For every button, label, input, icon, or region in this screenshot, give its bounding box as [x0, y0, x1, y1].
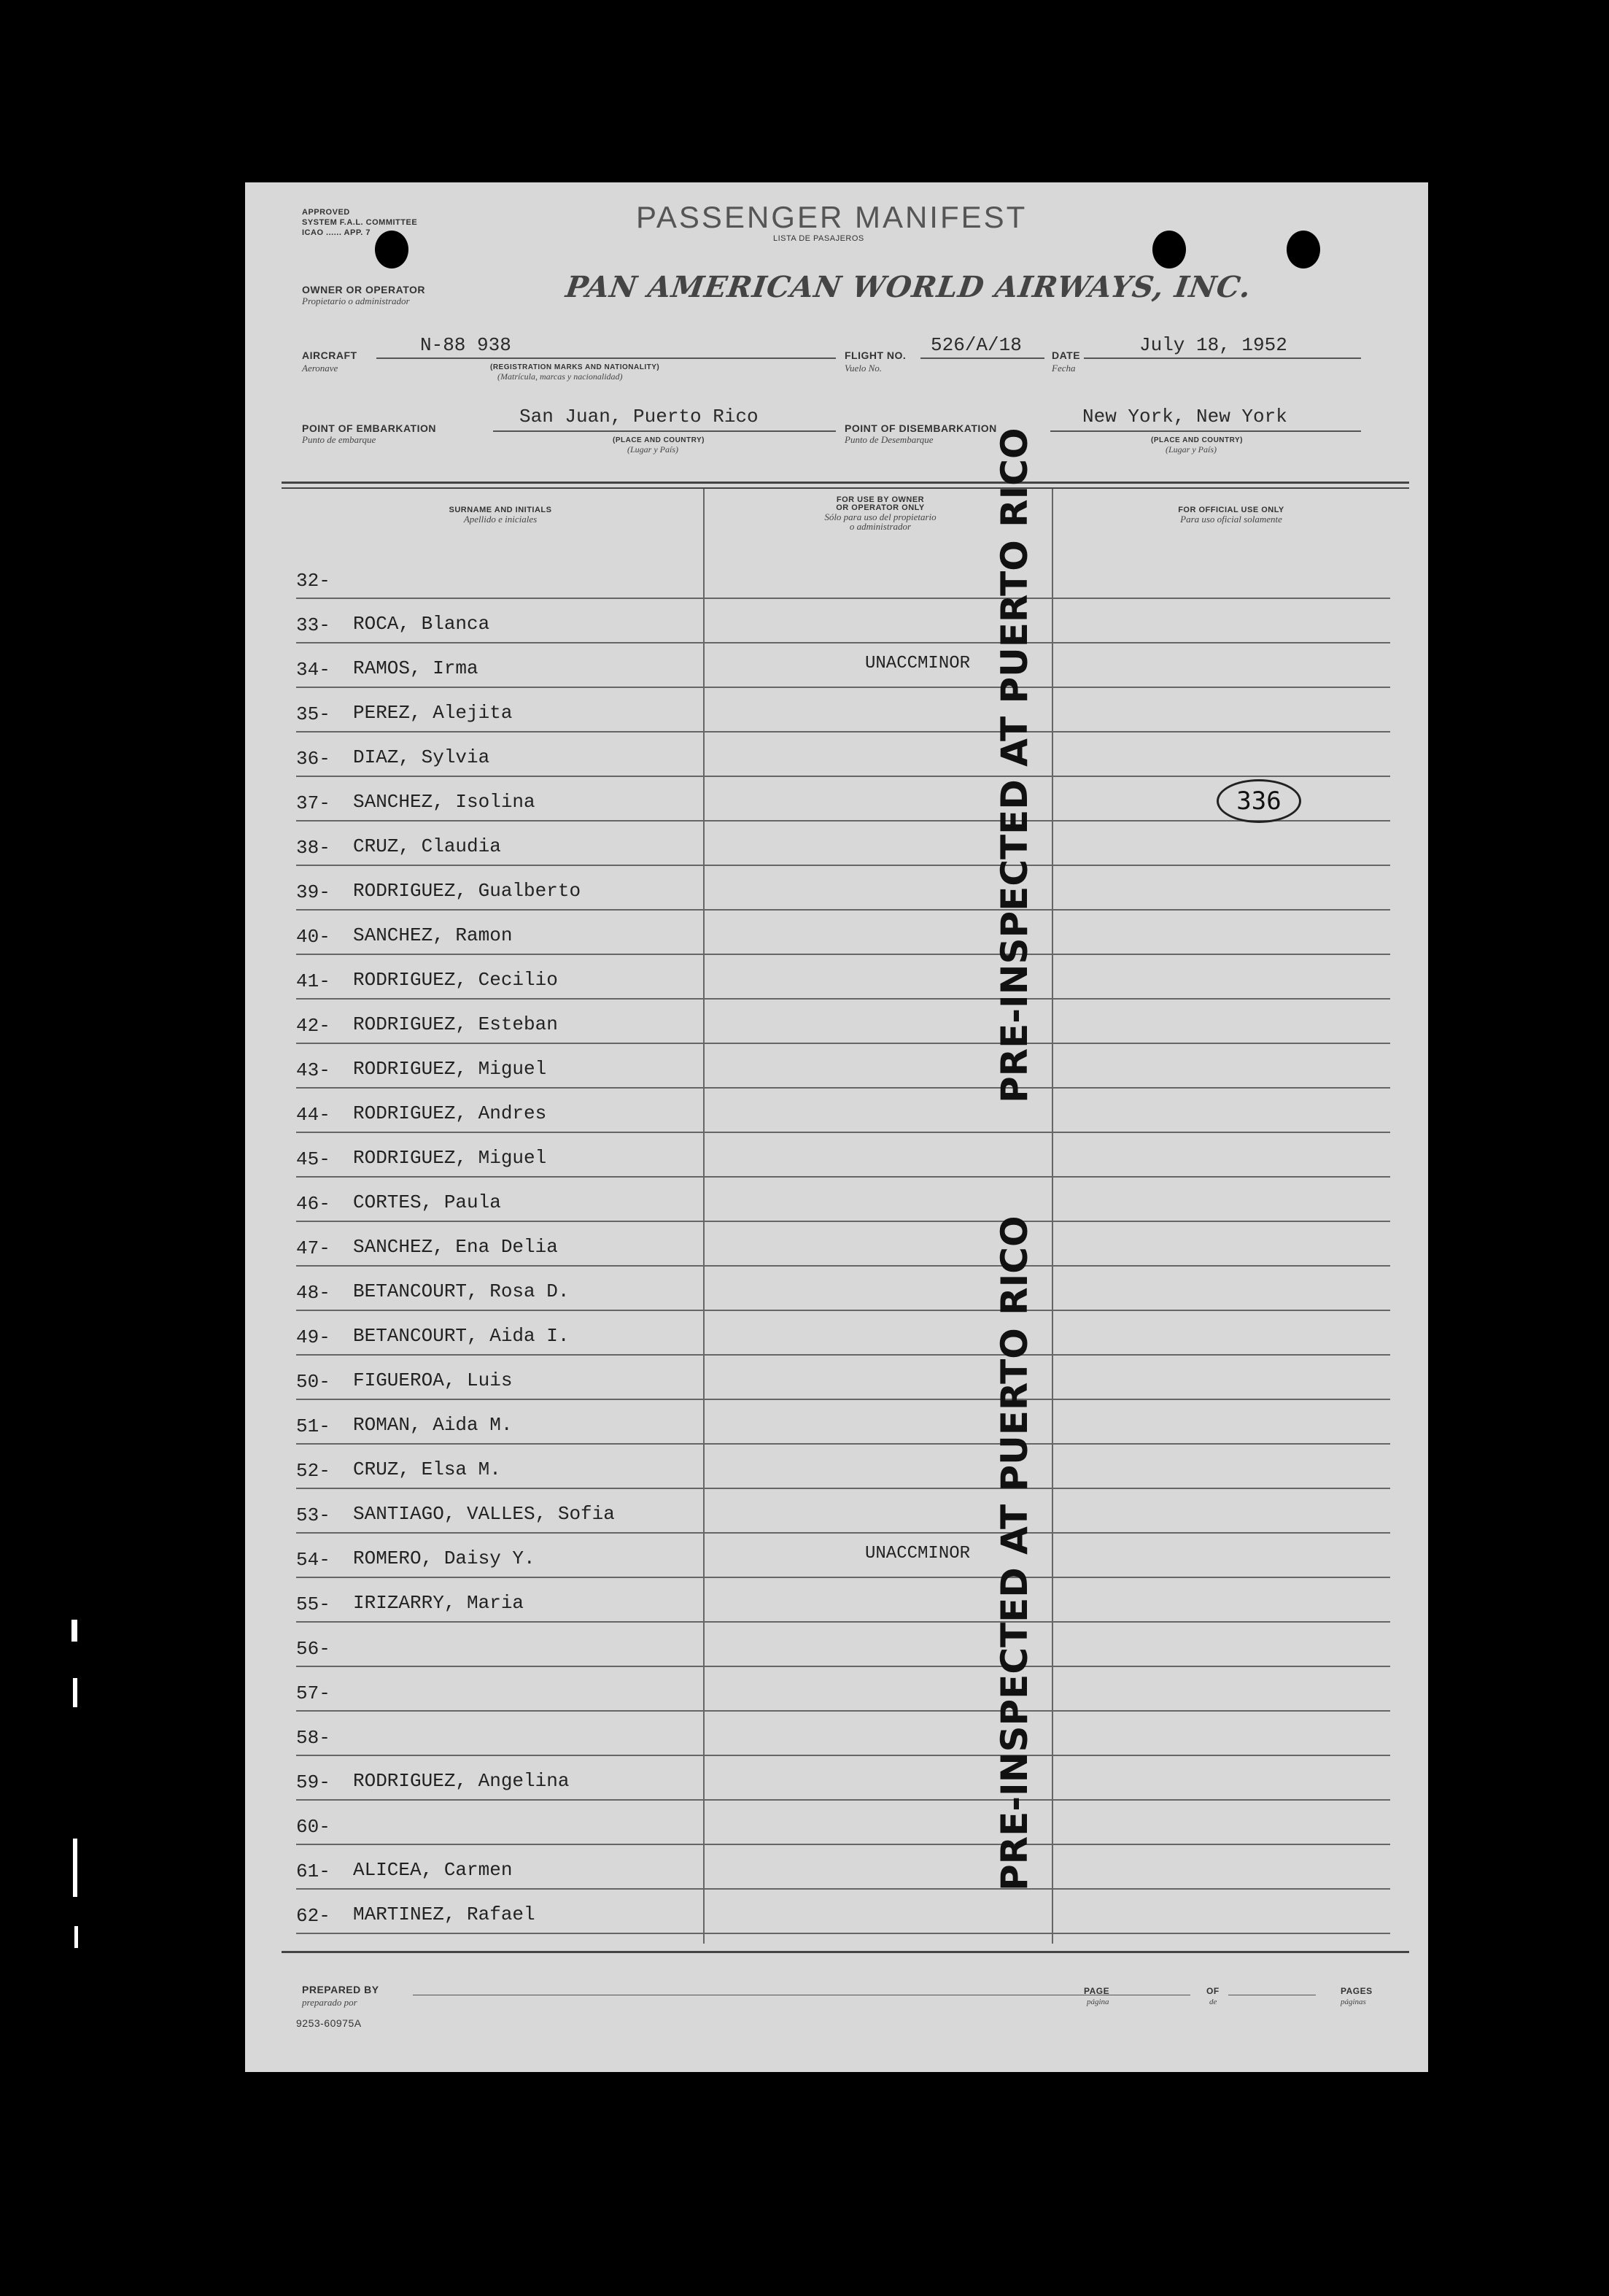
punch-hole	[375, 231, 408, 268]
row-number: 60-	[296, 1816, 330, 1838]
date-value: July 18, 1952	[1139, 334, 1287, 356]
of-label-es: de	[1209, 1998, 1217, 2006]
row-number: 51-	[296, 1415, 330, 1437]
column-header-official-es: Para uso oficial solamente	[1180, 514, 1282, 525]
row-number: 52-	[296, 1460, 330, 1482]
table-row	[296, 1400, 1390, 1445]
date-label-es: Fecha	[1052, 363, 1076, 374]
table-row	[296, 1356, 1390, 1400]
row-number: 62-	[296, 1905, 330, 1927]
disembark-label: POINT OF DISEMBARKATION	[845, 422, 997, 434]
disembark-sub-es: (Lugar y País)	[1166, 444, 1217, 455]
table-row	[296, 1667, 1390, 1712]
pre-inspected-stamp: PRE-INSPECTED AT PUERTO RICO	[993, 1215, 1036, 1891]
owner-label: OWNER OR OPERATOR	[302, 284, 425, 295]
date-line	[1084, 357, 1361, 359]
row-number: 36-	[296, 748, 330, 770]
aircraft-value: N-88 938	[420, 334, 511, 356]
aircraft-label-es: Aeronave	[302, 363, 338, 374]
table-row	[296, 1178, 1390, 1222]
disembark-line	[1050, 430, 1361, 432]
passenger-name: ALICEA, Carmen	[353, 1859, 513, 1881]
row-number: 34-	[296, 659, 330, 681]
row-number: 55-	[296, 1593, 330, 1615]
passenger-name: SANCHEZ, Ramon	[353, 924, 513, 946]
table-row	[296, 1801, 1390, 1845]
table-row	[296, 1489, 1390, 1534]
row-number: 41-	[296, 970, 330, 992]
passenger-name: ROMAN, Aida M.	[353, 1414, 513, 1436]
column-header-surname	[303, 506, 697, 524]
table-row	[296, 1133, 1390, 1178]
table-row	[296, 688, 1390, 733]
disembark-value: New York, New York	[1082, 406, 1287, 428]
passenger-name: MARTINEZ, Rafael	[353, 1903, 535, 1925]
table-row	[296, 1623, 1390, 1667]
passenger-name: RODRIGUEZ, Gualberto	[353, 880, 581, 902]
approved-label: APPROVED	[302, 208, 350, 217]
row-number: 35-	[296, 703, 330, 725]
row-number: 42-	[296, 1015, 330, 1037]
table-row	[296, 955, 1390, 1000]
page-title-es: LISTA DE PASAJEROS	[773, 234, 864, 243]
column-header-owner-es-1: Sólo para uso del propietario	[824, 511, 937, 522]
table-row	[296, 643, 1390, 688]
film-edge-mark	[74, 1926, 78, 1948]
film-edge-mark	[73, 1839, 77, 1897]
owner-label-es: Propietario o administrador	[302, 295, 410, 306]
punch-hole	[1287, 231, 1320, 268]
passenger-name: CRUZ, Claudia	[353, 835, 501, 857]
table-row	[296, 554, 1390, 599]
flight-label: FLIGHT NO.	[845, 349, 907, 361]
prepared-by-label: PREPARED BY	[302, 1984, 379, 1995]
film-edge-mark	[71, 1620, 77, 1642]
table-row	[296, 1578, 1390, 1623]
table-top-rule	[282, 482, 1409, 484]
owner-note: UNACCMINOR	[865, 1544, 971, 1563]
aircraft-line	[376, 357, 836, 359]
date-label: DATE	[1052, 349, 1081, 361]
row-number: 56-	[296, 1638, 330, 1660]
passenger-name: BETANCOURT, Rosa D.	[353, 1280, 570, 1302]
pages-label: PAGES	[1341, 1986, 1373, 1996]
passenger-name: SANTIAGO, VALLES, Sofia	[353, 1503, 615, 1525]
embark-line	[493, 430, 836, 432]
row-number: 53-	[296, 1504, 330, 1526]
row-rule	[296, 1933, 1390, 1934]
flight-value: 526/A/18	[931, 334, 1022, 356]
passenger-name: CRUZ, Elsa M.	[353, 1458, 501, 1480]
row-number: 58-	[296, 1727, 330, 1749]
row-number: 40-	[296, 926, 330, 948]
table-row	[296, 1890, 1390, 1934]
row-number: 48-	[296, 1282, 330, 1304]
form-number: 9253-60975A	[296, 2017, 362, 2029]
manifest-sheet	[245, 182, 1428, 2072]
row-number: 54-	[296, 1549, 330, 1571]
pages-label-es: páginas	[1341, 1998, 1366, 2006]
table-top-rule-2	[282, 487, 1409, 489]
passenger-name: RODRIGUEZ, Cecilio	[353, 969, 558, 991]
table-row	[296, 1845, 1390, 1890]
aircraft-sub-es: (Matrícula, marcas y nacionalidad)	[497, 371, 623, 382]
page-label: PAGE	[1084, 1986, 1110, 1996]
table-bottom-rule	[282, 1951, 1409, 1953]
row-number: 43-	[296, 1059, 330, 1081]
icao-label: ICAO ...... APP. 7	[302, 228, 371, 237]
passenger-name: SANCHEZ, Ena Delia	[353, 1236, 558, 1258]
table-row	[296, 1267, 1390, 1311]
aircraft-sub: (REGISTRATION MARKS AND NATIONALITY)	[490, 363, 660, 371]
column-header-official-en: FOR OFFICIAL USE ONLY	[1178, 506, 1284, 514]
column-header-owner-es-2: o administrador	[849, 521, 912, 532]
passenger-name: PEREZ, Alejita	[353, 702, 513, 724]
page-label-es: página	[1087, 1998, 1109, 2006]
prepared-by-label-es: preparado por	[302, 1997, 357, 2008]
passenger-name: SANCHEZ, Isolina	[353, 791, 535, 813]
table-row	[296, 866, 1390, 911]
embark-label: POINT OF EMBARKATION	[302, 422, 436, 434]
row-number: 39-	[296, 881, 330, 903]
table-row	[296, 1756, 1390, 1801]
column-header-owner-en-2: OR OPERATOR ONLY	[836, 503, 925, 512]
row-number: 47-	[296, 1237, 330, 1259]
table-row	[296, 1712, 1390, 1756]
row-number: 59-	[296, 1771, 330, 1793]
row-number: 57-	[296, 1682, 330, 1704]
row-number: 50-	[296, 1371, 330, 1393]
passenger-name: RODRIGUEZ, Andres	[353, 1102, 547, 1124]
airline-name: PAN AMERICAN WORLD AIRWAYS, INC.	[563, 270, 1254, 304]
row-number: 37-	[296, 792, 330, 814]
column-header-surname-en: SURNAME AND INITIALS	[449, 506, 552, 514]
passenger-name: FIGUEROA, Luis	[353, 1369, 513, 1391]
passenger-name: IRIZARRY, Maria	[353, 1592, 524, 1614]
passenger-name: RODRIGUEZ, Esteban	[353, 1013, 558, 1035]
table-row	[296, 1445, 1390, 1489]
disembark-label-es: Punto de Desembarque	[845, 434, 934, 445]
column-header-official	[1056, 506, 1406, 524]
owner-note: UNACCMINOR	[865, 654, 971, 673]
table-row	[296, 1000, 1390, 1044]
row-number: 49-	[296, 1326, 330, 1348]
aircraft-label: AIRCRAFT	[302, 349, 357, 361]
table-row	[296, 1311, 1390, 1356]
table-row	[296, 733, 1390, 777]
system-label: SYSTEM F.A.L. COMMITTEE	[302, 218, 418, 227]
table-row	[296, 1534, 1390, 1578]
table-row	[296, 911, 1390, 955]
embark-value: San Juan, Puerto Rico	[519, 406, 759, 428]
flight-label-es: Vuelo No.	[845, 363, 883, 374]
embark-sub: (PLACE AND COUNTRY)	[613, 436, 705, 444]
passenger-name: RODRIGUEZ, Angelina	[353, 1770, 570, 1792]
page-title: PASSENGER MANIFEST	[636, 200, 1028, 234]
table-row	[296, 1222, 1390, 1267]
passenger-name: RAMOS, Irma	[353, 657, 478, 679]
embark-sub-es: (Lugar y País)	[627, 444, 678, 455]
table-row	[296, 1089, 1390, 1133]
passenger-name: ROMERO, Daisy Y.	[353, 1547, 535, 1569]
row-number: 45-	[296, 1148, 330, 1170]
passenger-name: ROCA, Blanca	[353, 613, 490, 635]
handwritten-circled-number: 336	[1217, 779, 1301, 823]
film-edge-mark	[73, 1678, 77, 1707]
embark-label-es: Punto de embarque	[302, 434, 376, 445]
of-label: OF	[1206, 1986, 1220, 1996]
row-number: 33-	[296, 614, 330, 636]
table-row	[296, 1044, 1390, 1089]
table-row	[296, 822, 1390, 866]
row-number: 44-	[296, 1104, 330, 1126]
passenger-name: DIAZ, Sylvia	[353, 746, 490, 768]
punch-hole	[1152, 231, 1186, 268]
passenger-name: RODRIGUEZ, Miguel	[353, 1058, 547, 1080]
column-header-surname-es: Apellido e iniciales	[463, 514, 538, 525]
pre-inspected-stamp: PRE-INSPECTED AT PUERTO RICO	[993, 428, 1036, 1103]
table-row	[296, 599, 1390, 643]
row-number: 46-	[296, 1193, 330, 1215]
column-header-owner-en-1: FOR USE BY OWNER	[836, 495, 925, 504]
passenger-name: BETANCOURT, Aida I.	[353, 1325, 570, 1347]
row-number: 32-	[296, 570, 330, 592]
row-number: 38-	[296, 837, 330, 859]
flight-line	[920, 357, 1044, 359]
passenger-name: CORTES, Paula	[353, 1191, 501, 1213]
row-number: 61-	[296, 1860, 330, 1882]
disembark-sub: (PLACE AND COUNTRY)	[1151, 436, 1243, 444]
passenger-name: RODRIGUEZ, Miguel	[353, 1147, 547, 1169]
